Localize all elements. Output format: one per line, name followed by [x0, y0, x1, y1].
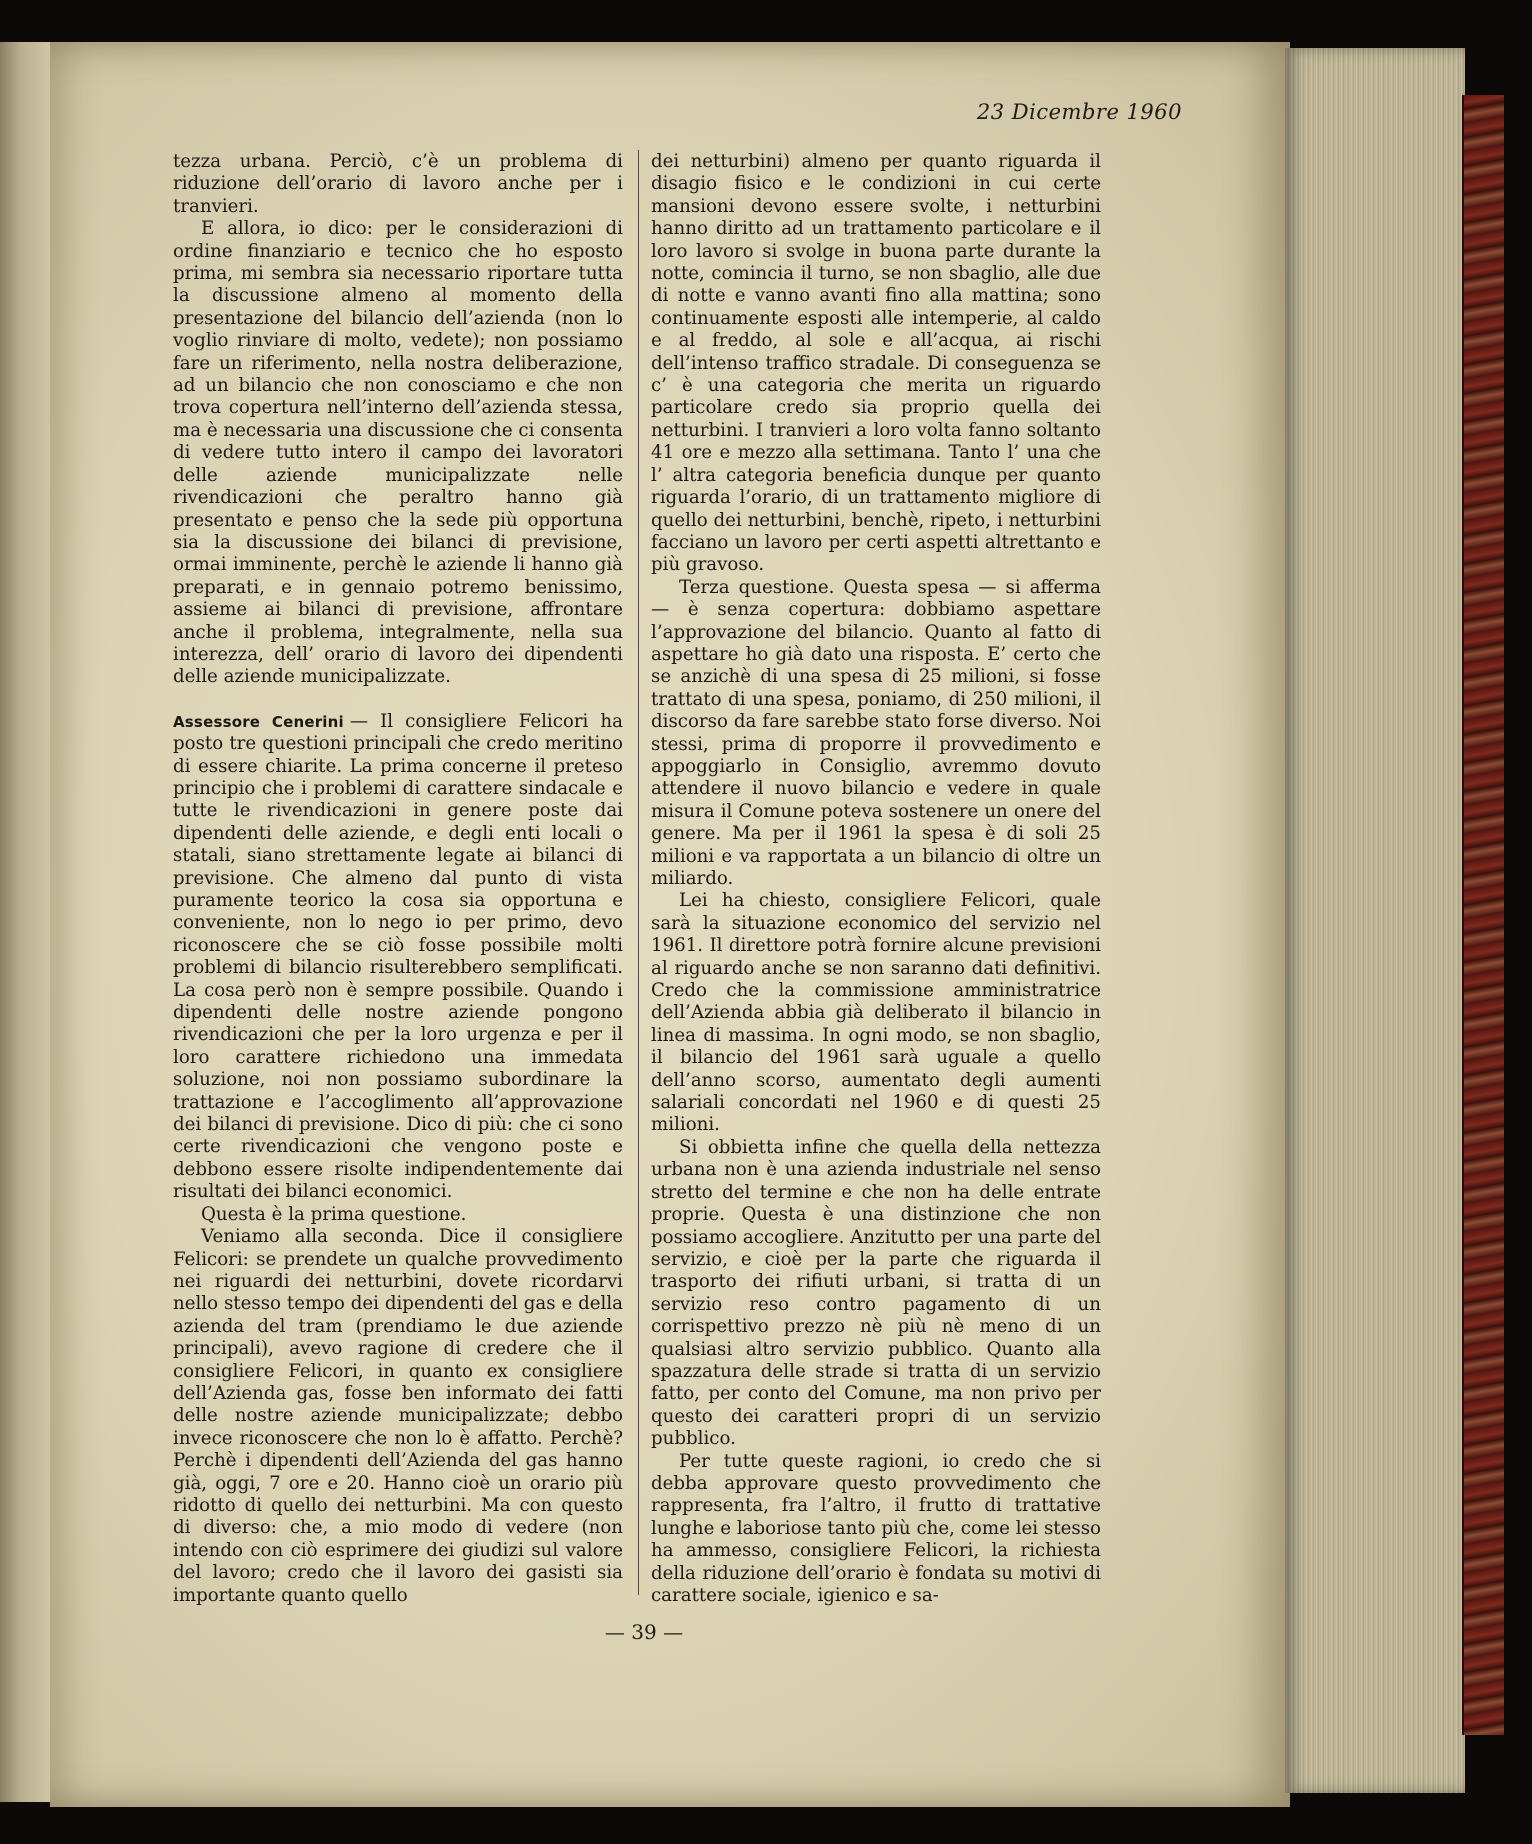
- paragraph: Lei ha chiesto, consigliere Felicori, quale sarà la situazione economico del servizio nel 1961. Il direttore potrà fornire alcune previsioni al riguardo anche se non saranno dati definitivi. Credo che la commissione amministratrice dell’Azienda abbia già deliberato il bilancio in linea di massima. In ogni modo, se non sbaglio, il bilancio del 1961 sarà uguale a quello dell’anno scorso, aumentato degli aumenti salariali concordati nel 1960 e di questi 25 milioni.: [651, 890, 1101, 1136]
- column-divider: [638, 150, 639, 1595]
- speaker-paragraph: [173, 711, 623, 1204]
- left-text-column: [173, 151, 623, 1607]
- previous-page-edge: [0, 42, 54, 1802]
- paragraph: Terza questione. Questa spesa — si afferma — è senza copertura: dobbiamo aspettare l’approvazione del bilancio. Quanto al fatto di aspettare ho già dato una risposta. E’ certo che se anzichè di una spesa di 25 milioni, si fosse trattato di una spesa, poniamo, di 250 milioni, il discorso da fare sarebbe stato forse diverso. Noi stessi, prima di proporre il provvedimento e appoggiarlo in Consiglio, avremmo dovuto attendere il nuovo bilancio e vedere in quale misura il Comune poteva sostenere un onere del genere. Ma per il 1961 la spesa è di soli 25 milioni e va rapportata a un bilancio di oltre un miliardo.: [651, 576, 1101, 889]
- speaker-text: — Il consigliere Felicori ha posto tre questioni principali che credo meritino di essere chiarite. La prima concerne il preteso principio che i problemi di carattere sindacale e tutte le rivendicazioni in genere poste dai dipendenti delle aziende, e degli enti locali o statali, siano strettamente legate ai bilanci di previsione. Che almeno dal punto di vista puramente teorico la cosa sia opportuna e conveniente, non lo nego io per primo, devo riconoscere che se ciò fosse possibile molti problemi di bilancio risulterebbero semplificati. La cosa però non è sempre possibile. Quando i dipendenti delle nostre aziende pongono rivendicazioni che per la loro urgenza e per il loro carattere richiedono una immedata soluzione, noi non possiamo subordinare la trattazione e l’accoglimento all’approvazione dei bilanci di previsione. Dico di più: che ci sono certe rivendicazioni che vengono poste e debbono essere risolte indipendentemente dai risultati dei bilanci economici.: [173, 710, 623, 1203]
- paragraph: Questa è la prima questione.: [201, 1203, 467, 1225]
- paragraph: Si obbietta infine che quella della nettezza urbana non è una azienda industriale nel senso stretto del termine e che non ha delle entrate proprie. Questa è una distinzione che non possiamo accogliere. Anzitutto per una parte del servizio, e cioè per la parte che riguarda il trasporto dei rifiuti urbani, si tratta di un servizio reso contro pagamento di un corrispettivo prezzo nè più nè meno di un qualsiasi altro servizio pubblico. Quanto alla spazzatura delle strade si tratta di un servizio fatto, per conto del Comune, ma non privo per questo dei caratteri propri di un servizio pubblico.: [651, 1136, 1101, 1450]
- paragraph: Per tutte queste ragioni, io credo che si debba approvare questo provvedimento che rappresenta, fra l’altro, il frutto di trattative lunghe e laboriose tanto più che, come lei stesso ha ammesso, consigliere Felicori, la richiesta della riduzione dell’orario è fondata su motivi di carattere sociale, igienico e sa-: [651, 1450, 1101, 1606]
- paragraph: dei netturbini) almeno per quanto riguarda il disagio fisico e le condizioni in cui certe mansioni devono essere svolte, i netturbini hanno diritto ad un trattamento particolare e il loro lavoro si svolge in buona parte durante la notte, comincia il turno, se non sbaglio, alle due di notte e vanno avanti fino alla mattina; sono continuamente esposti alle intemperie, al caldo e al freddo, al sole e all’acqua, ai rischi dell’intenso traffico stradale. Di conseguenza se c’ è una categoria che merita un riguardo particolare credo sia proprio quella dei netturbini. I tranvieri a loro volta fanno soltanto 41 ore e mezzo alla settimana. Tanto l’ una che l’ altra categoria beneficia dunque per quanto riguarda l’orario, di un trattamento migliore di quello dei netturbini, benchè, ripeto, i netturbini facciano un lavoro per certi aspetti altrettanto e più gravoso.: [651, 151, 1101, 576]
- paragraph: E allora, io dico: per le considerazioni di ordine finanziario e tecnico che ho esposto prima, mi sembra sia necessario riportare tutta la discussione almeno al momento della presentazione del bilancio dell’azienda (non lo voglio rinviare di molto, vedete); non possiamo fare un riferimento, nella nostra deliberazione, ad un bilancio che non conosciamo e che non trova copertura nell’interno dell’azienda stessa, ma è necessaria una discussione che ci consenta di vedere tutto intero il campo dei lavoratori delle aziende municipalizzate nelle rivendicazioni che peraltro hanno già presentato e penso che la sede più opportuna sia la discussione dei bilanci di previsione, ormai imminente, perchè le aziende li hanno già preparati, e in gennaio potremo benissimo, assieme ai bilanci di previsione, affrontare anche il problema, integralmente, nella sua interezza, dell’ orario di lavoro dei dipendenti delle aziende municipalizzate.: [173, 218, 623, 688]
- paragraph: Veniamo alla seconda. Dice il consigliere Felicori: se prendete un qualche provvedimento nei riguardi dei netturbini, dovete ricordarvi nello stesso tempo dei dipendenti del gas e della azienda del tram (prendiamo le due aziende principali), avevo ragione di credere che il consigliere Felicori, in quanto ex consigliere dell’Azienda gas, fosse ben informato dei fatti delle nostre aziende municipalizzate; debbo invece riconoscere che non lo è affatto. Perchè? Perchè i dipendenti dell’Azienda del gas hanno già, oggi, 7 ore e 20. Hanno cioè un orario più ridotto di quello dei netturbini. Ma con questo di diverso: che, a mio modo di vedere (non intendo con ciò esprimere dei giudizi sul valore del lavoro; credo che il lavoro dei gasisti sia importante quanto quello: [173, 1226, 623, 1606]
- speaker-name: Assessore Cenerini: [173, 712, 344, 731]
- running-head-date: 23 Dicembre 1960: [976, 100, 1182, 124]
- page-number: — 39 —: [604, 1620, 684, 1644]
- marbled-cover-edge: [1462, 95, 1504, 1735]
- paragraph: tezza urbana. Perciò, c’è un problema di riduzione dell’orario di lavoro anche per i tranvieri.: [173, 151, 623, 217]
- right-text-column: [651, 151, 1101, 1607]
- page-block-edges: [1285, 48, 1465, 1793]
